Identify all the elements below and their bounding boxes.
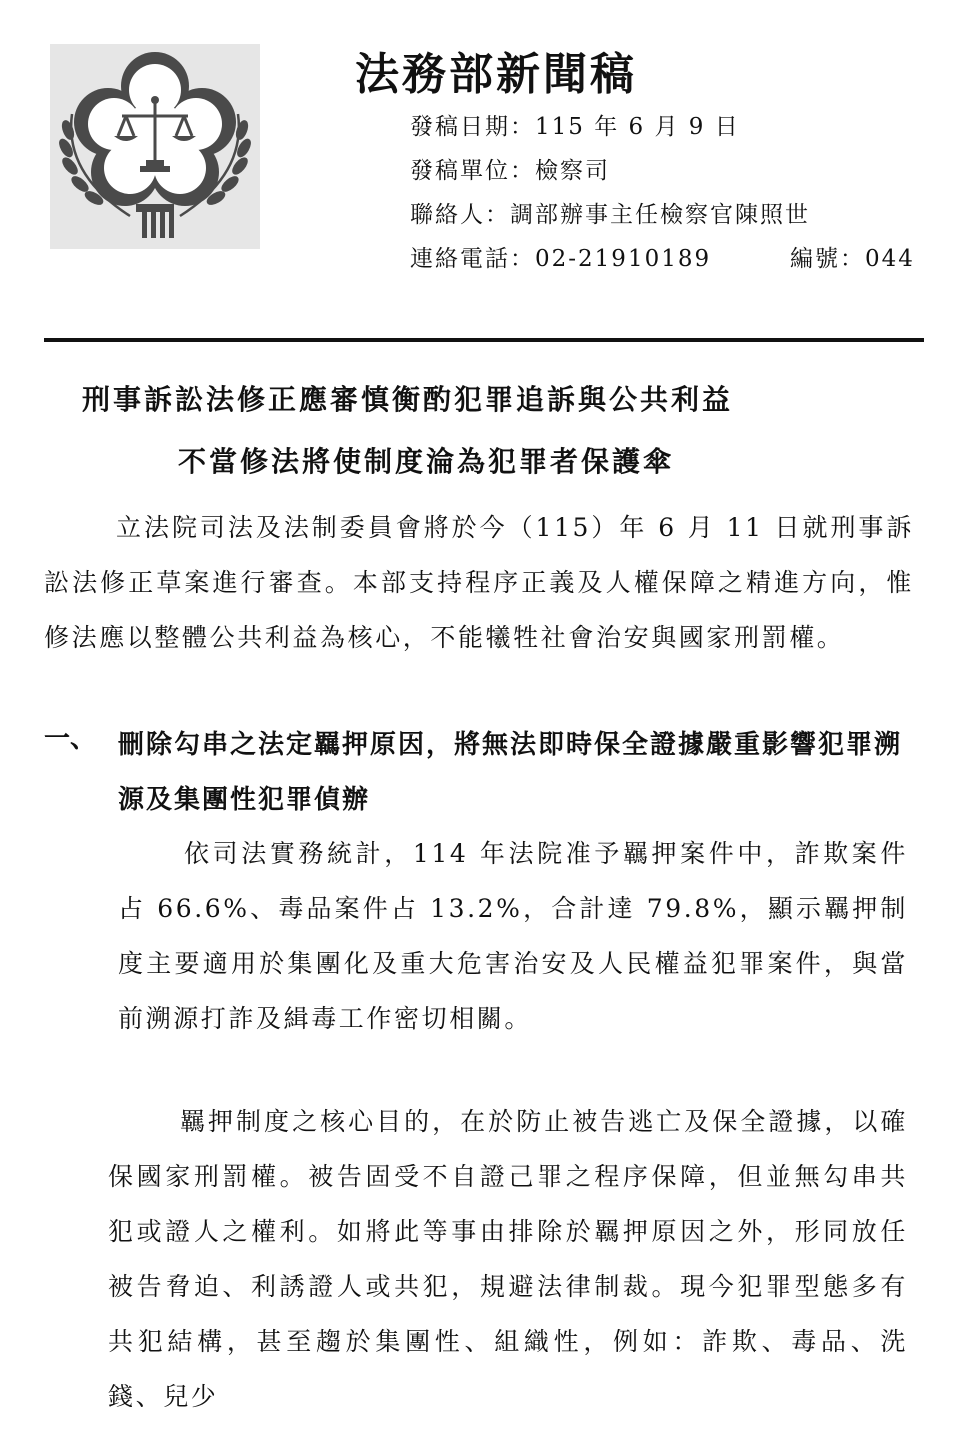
section-paragraph-2: 羈押制度之核心目的，在於防止被告逃亡及保全證據，以確保國家刑罰權。被告固受不自證己罪之程序保障，但並無勾串共犯或證人之權利。如將此等事由排除於羈押原因之外，形同放任被告脅迫、利誘證人或共犯，規避法律制裁。現今犯罪型態多有共犯結構，甚至趨於集團性、組織性，例如：詐欺、毒品、洗錢、兒少 — [108, 1107, 908, 1411]
section-title: 刪除勾串之法定羈押原因，將無法即時保全證據嚴重影響犯罪溯源及集團性犯罪偵辦 — [118, 730, 903, 815]
release-unit: 發稿單位：檢察司 — [410, 158, 610, 184]
section-number: 一、 — [44, 724, 97, 754]
release-number: 編號：044 — [790, 246, 915, 272]
header-divider — [44, 338, 924, 342]
contact-phone: 連絡電話：02-21910189 — [410, 246, 712, 272]
ministry-emblem-logo — [50, 44, 260, 249]
scales-of-justice-icon — [50, 44, 260, 249]
headline-line-1: 刑事訴訟法修正應審慎衡酌犯罪追訴與公共利益 — [82, 383, 734, 416]
contact-person: 聯絡人：調部辦事主任檢察官陳照世 — [410, 202, 810, 228]
section-paragraph-1: 依司法實務統計，114 年法院准予羈押案件中，詐欺案件占 66.6%、毒品案件占 13.2%，合計達 79.8%，顯示羈押制度主要適用於集團化及重大危害治安及人民權益犯罪案件，與當前溯源打詐及緝毒工作密切相關。 — [118, 839, 908, 1033]
headline-line-2: 不當修法將使制度淪為犯罪者保護傘 — [178, 445, 675, 478]
press-release-title: 法務部新聞稿 — [355, 49, 637, 100]
release-date: 發稿日期：115 年 6 月 9 日 — [410, 114, 740, 140]
contact-phone-row — [410, 240, 915, 273]
intro-paragraph: 立法院司法及法制委員會將於今（115）年 6 月 11 日就刑事訴訟法修正草案進行審查。本部支持程序正義及人權保障之精進方向，惟修法應以整體公共利益為核心，不能犧牲社會治安與國家刑罰權。 — [44, 513, 914, 652]
